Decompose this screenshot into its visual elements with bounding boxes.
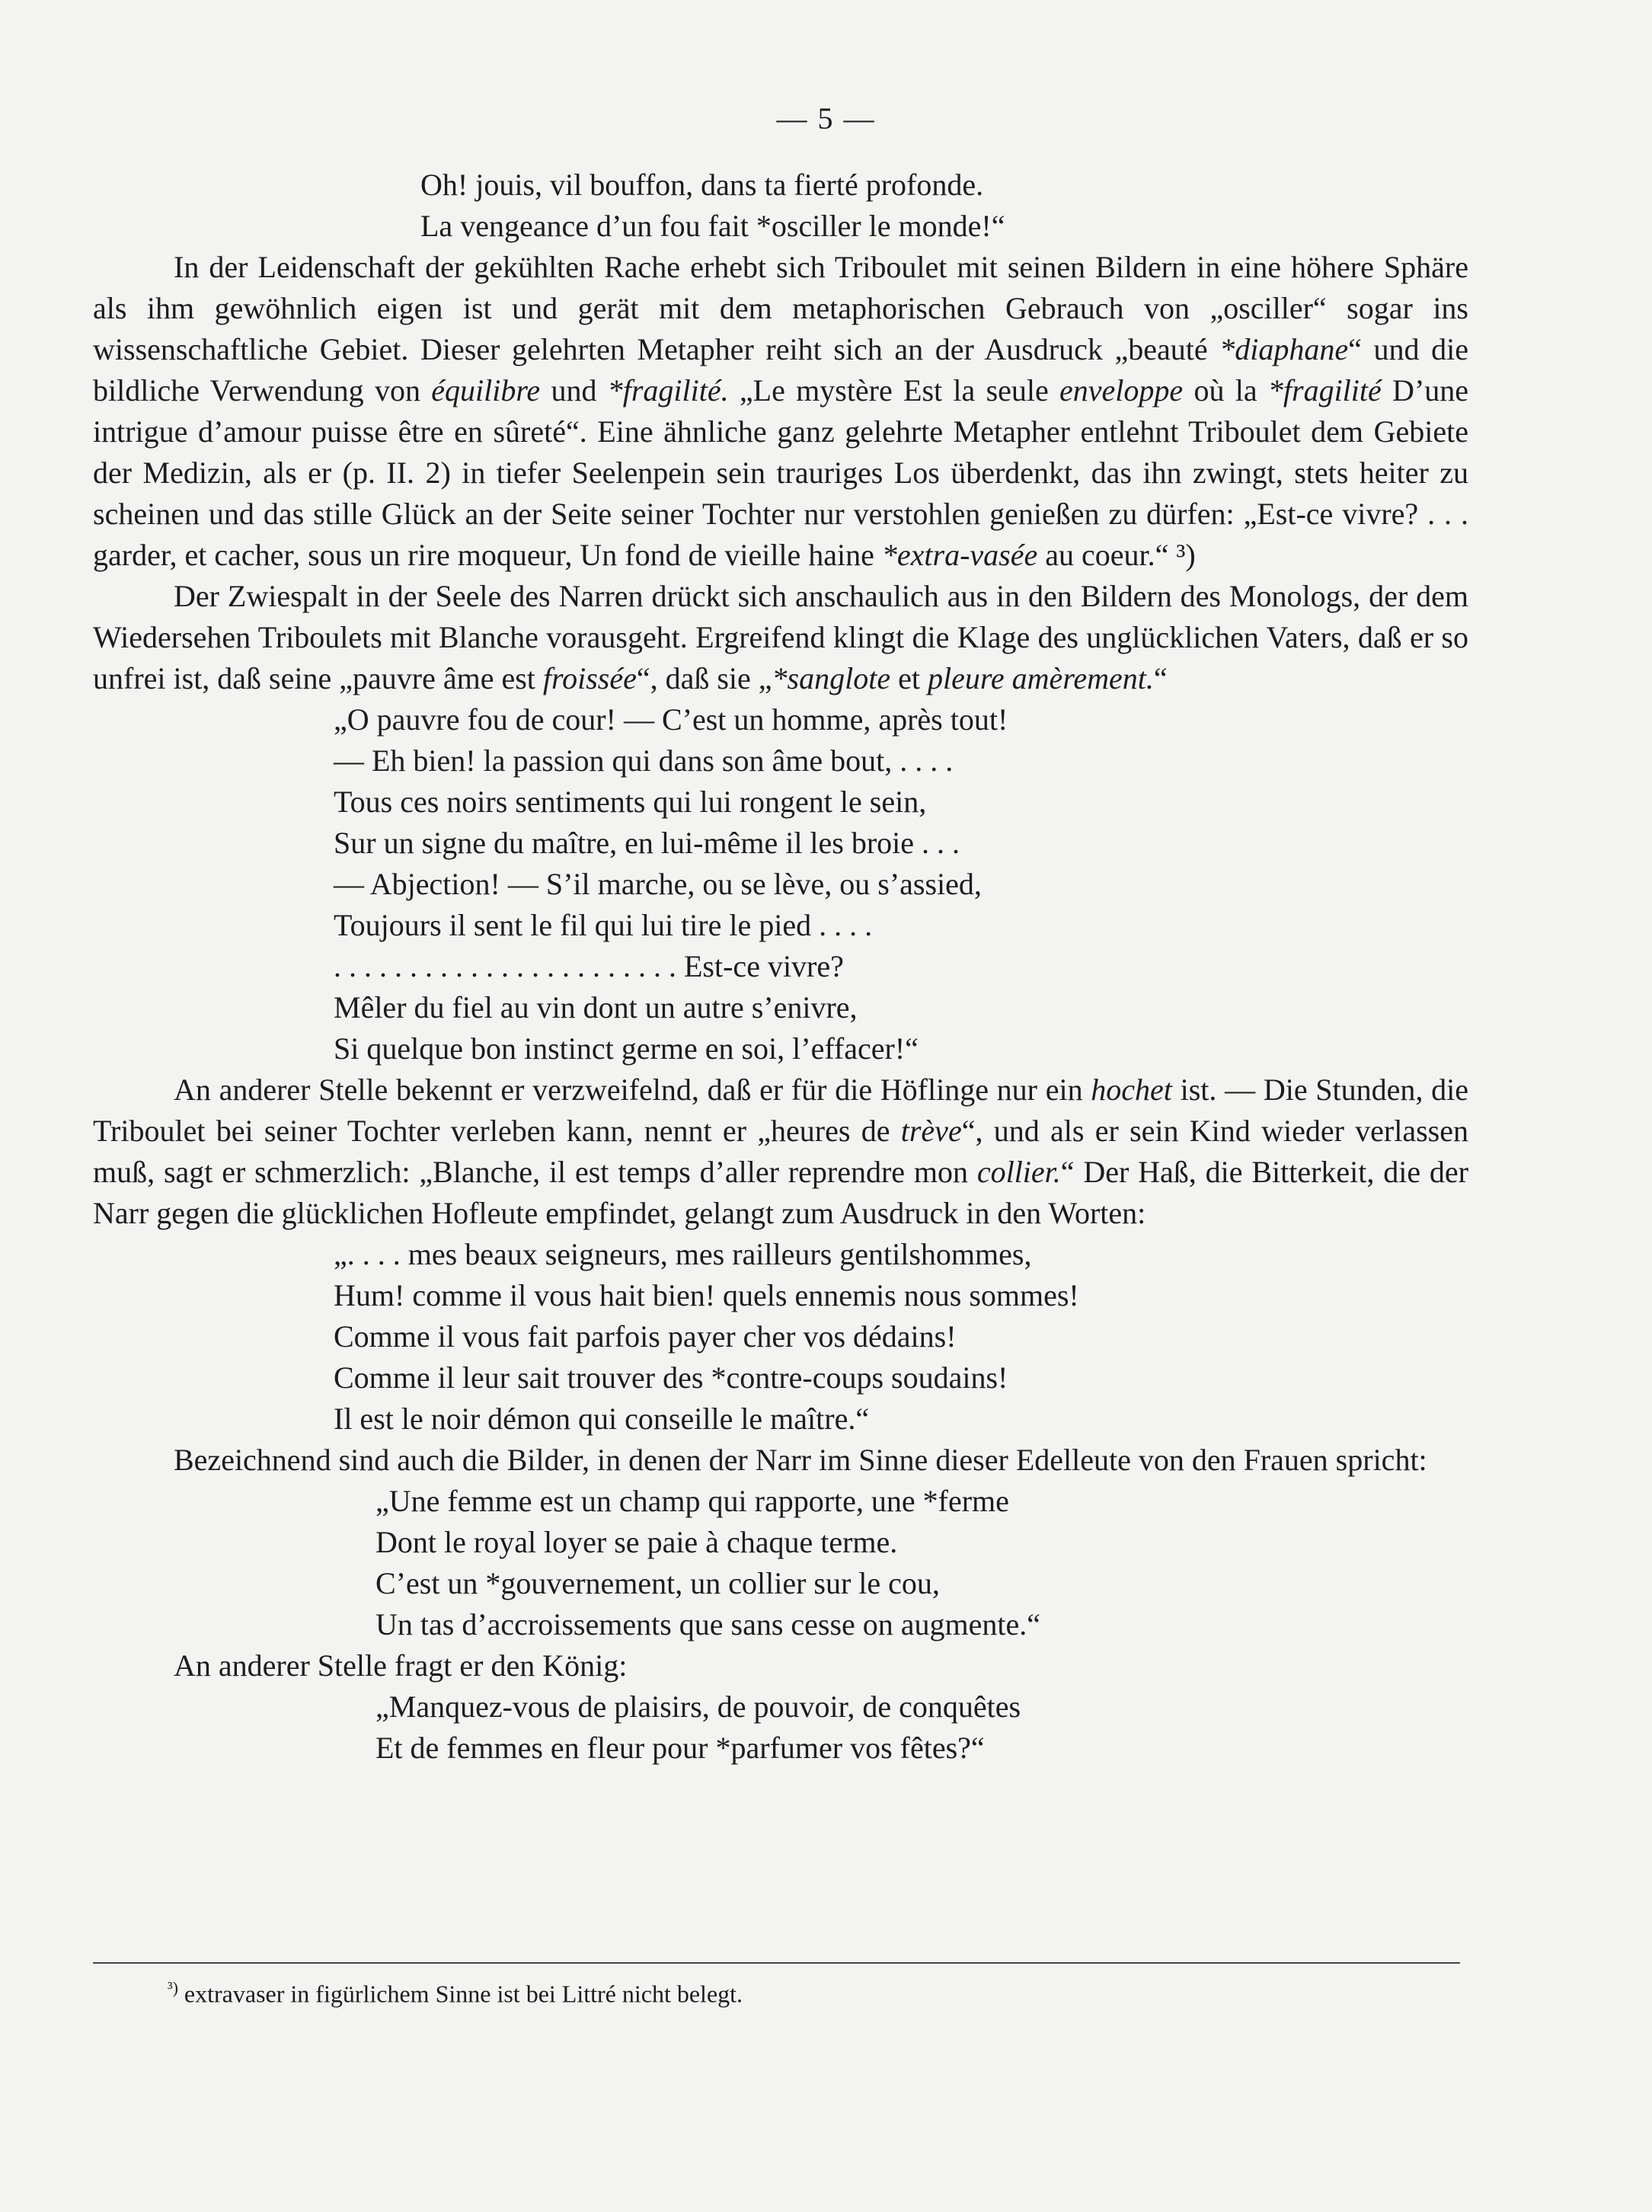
verse-line: Si quelque bon instinct germe en soi, l’effacer!“: [334, 1031, 919, 1066]
footnote-divider: [93, 1962, 1460, 1964]
paragraph-3: An anderer Stelle bekennt er verzweifelnd, daß er für die Höflinge nur ein hochet ist. — Die Stunden, die Triboulet bei seiner Tochter verleben kann, nennt er „heures de trève“, und als er sein Kind wieder verlassen muß, sagt er schmerzlich: „Blanche, il est temps d’aller reprendre mon collier.“ Der Haß, die Bitterkeit, die der Narr gegen die glücklichen Hofleute empfindet, gelangt zum Ausdruck in den Worten:: [93, 1072, 1468, 1230]
paragraph-2: Der Zwiespalt in der Seele des Narren drückt sich anschaulich aus in den Bildern des Monologs, der dem Wiedersehen Triboulets mit Blanche vorausgeht. Ergreifend klingt die Klage des unglücklichen Vaters, daß er so unfrei ist, daß seine „pauvre âme est froissée“, daß sie „*sanglote et pleure amèrement.“: [93, 579, 1468, 695]
verse-line: Mêler du fiel au vin dont un autre s’enivre,: [334, 990, 858, 1024]
verse-line: Il est le noir démon qui conseille le maître.“: [334, 1402, 870, 1436]
verse-block-2: [93, 699, 1468, 1069]
verse-line: Dont le royal loyer se paie à chaque terme.: [375, 1525, 898, 1559]
footnote-mark: ³): [168, 1978, 178, 1997]
verse-line: Oh! jouis, vil bouffon, dans ta fierté profonde.: [420, 168, 984, 202]
verse-line: „Manquez-vous de plaisirs, de pouvoir, de conquêtes: [375, 1689, 1021, 1724]
verse-block-3: [93, 1234, 1468, 1440]
verse-line: Comme il leur sait trouver des *contre-coups soudains!: [334, 1360, 1008, 1395]
verse-line: Un tas d’accroissements que sans cesse on augmente.“: [375, 1607, 1041, 1641]
paragraph-1: In der Leidenschaft der gekühlten Rache erhebt sich Triboulet mit seinen Bildern in eine höhere Sphäre als ihm gewöhnlich eigen ist und gerät mit dem metaphorischen Gebrauch von „osciller“ sogar ins wissenschaftliche Gebiet. Dieser gelehrten Metapher reiht sich an der Ausdruck „beauté *diaphane“ und die bildliche Verwendung von équilibre und *fragilité. „Le mystère Est la seule enveloppe où la *fragilité D’une intrigue d’amour puisse être en sûreté“. Eine ähnliche ganz gelehrte Metapher entlehnt Triboulet dem Gebiete der Medizin, als er (p. II. 2) in tiefer Seelenpein sein trauriges Los überdenkt, das ihn zwingt, stets heiter zu scheinen und das stille Glück an der Seite seiner Tochter nur verstohlen genießen zu dürfen: „Est-ce vivre? . . . garder, et cacher, sous un rire moqueur, Un fond de vieille haine *extra-vasée au coeur.“ ³): [93, 250, 1469, 572]
verse-line: — Eh bien! la passion qui dans son âme bout, . . . .: [334, 743, 954, 778]
verse-block-1: [93, 165, 1468, 247]
verse-line: Toujours il sent le fil qui lui tire le pied . . . .: [334, 908, 873, 942]
verse-line: Comme il vous fait parfois payer cher vos dédains!: [334, 1319, 957, 1354]
verse-block-5: [93, 1686, 1468, 1769]
verse-line: Et de femmes en fleur pour *parfumer vos fêtes?“: [375, 1731, 985, 1765]
footnote: [168, 1973, 743, 2009]
verse-line: „. . . . mes beaux seigneurs, mes railleurs gentilshommes,: [334, 1237, 1032, 1271]
verse-line: — Abjection! — S’il marche, ou se lève, ou s’assied,: [334, 867, 982, 901]
verse-line: „Une femme est un champ qui rapporte, une *ferme: [375, 1484, 1009, 1518]
verse-line: „O pauvre fou de cour! — C’est un homme, après tout!: [334, 702, 1008, 737]
page-number: — 5 —: [776, 101, 876, 136]
paragraph-4: Bezeichnend sind auch die Bilder, in denen der Narr im Sinne dieser Edelleute von den Frauen spricht:: [174, 1443, 1427, 1477]
verse-line: Sur un signe du maître, en lui-même il les broie . . .: [334, 826, 960, 860]
verse-line: . . . . . . . . . . . . . . . . . . . . . . . Est-ce vivre?: [334, 949, 844, 983]
main-text: [93, 165, 1468, 1769]
verse-line: La vengeance d’un fou fait *osciller le monde!“: [420, 209, 1005, 243]
verse-line: Tous ces noirs sentiments qui lui rongent le sein,: [334, 785, 927, 819]
footnote-text: extravaser in figürlichem Sinne ist bei Littré nicht belegt.: [177, 1980, 743, 2008]
verse-line: Hum! comme il vous hait bien! quels ennemis nous sommes!: [334, 1278, 1079, 1312]
paragraph-5: An anderer Stelle fragt er den König:: [174, 1648, 628, 1683]
verse-block-4: [93, 1481, 1468, 1645]
verse-line: C’est un *gouvernement, un collier sur le cou,: [375, 1566, 940, 1600]
